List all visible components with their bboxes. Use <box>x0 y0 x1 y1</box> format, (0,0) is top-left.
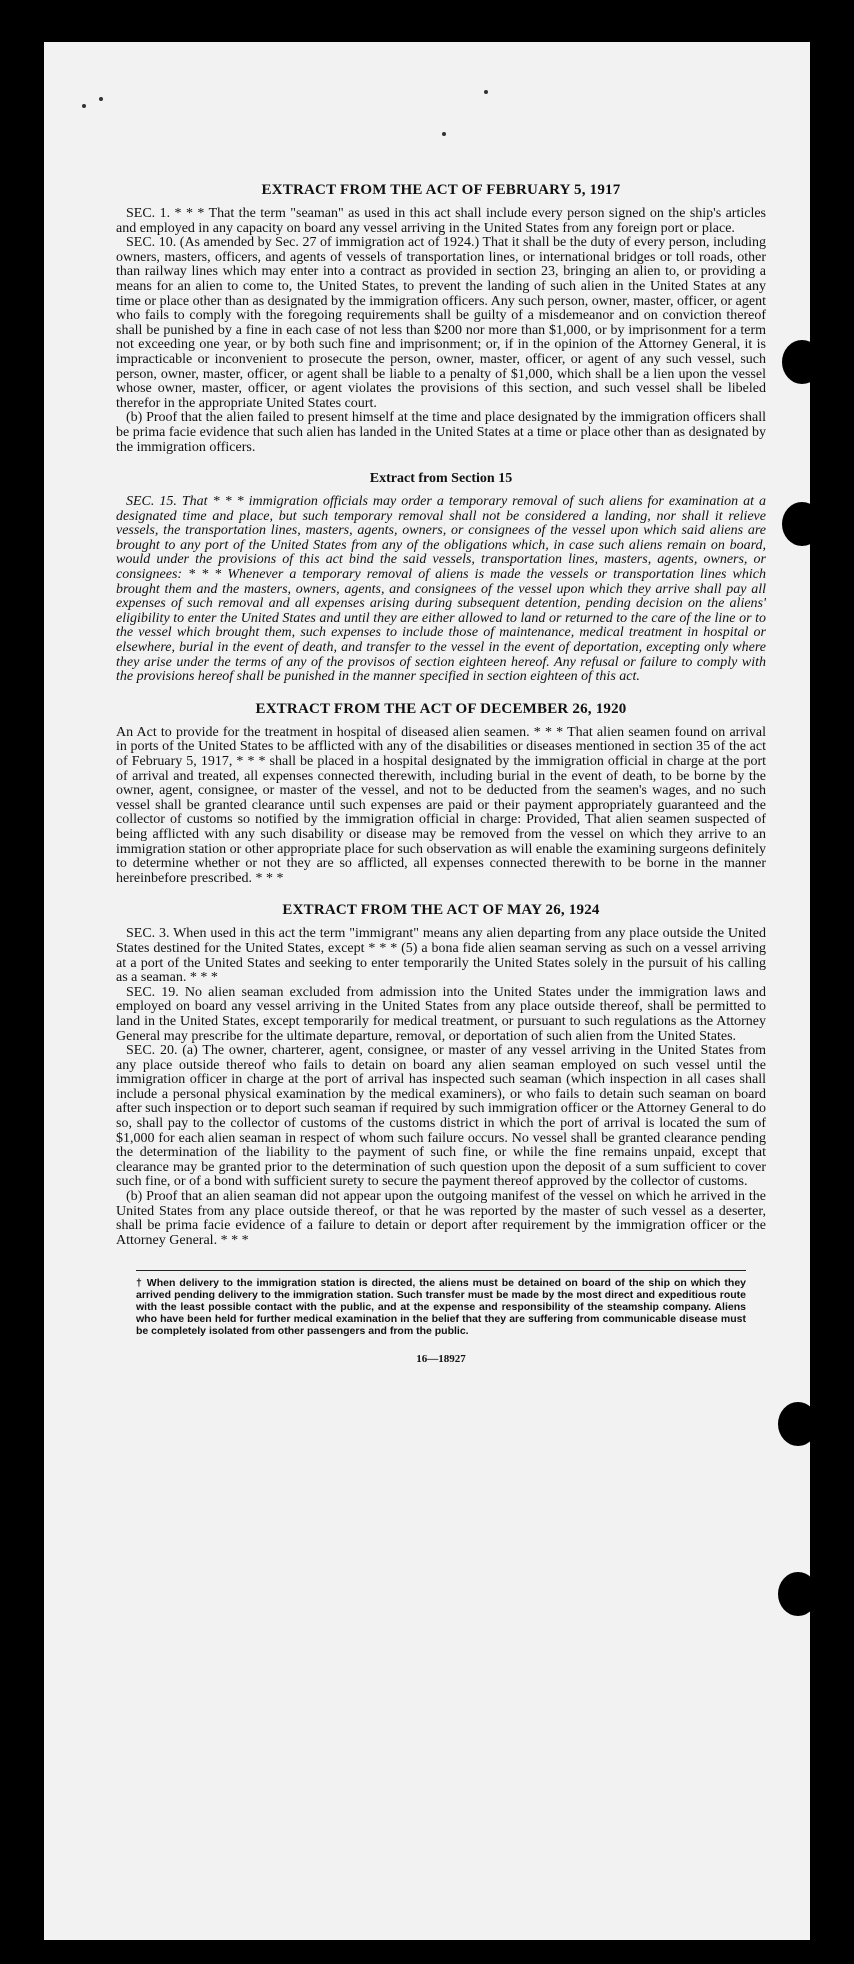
binder-hole <box>782 340 822 384</box>
heading-act-1924: EXTRACT FROM THE ACT OF MAY 26, 1924 <box>282 902 600 919</box>
section-10b-paragraph: (b) Proof that the alien failed to present himself at the time and place designated by the immigration officers shall be prima facie evidence that such alien has landed in the United States at a time or place other than as designated by the immigration officers. <box>116 410 766 455</box>
section-20b-paragraph: (b) Proof that an alien seaman did not appear upon the outgoing manifest of the vessel on which he arrived in the United States from any place outside thereof, or that he was reported by the master of such vessel as a deserter, shall be prima facie evidence of a failure to detain or deport after requirement by the immigration officer or the Attorney General. * * * <box>116 1189 766 1248</box>
section-20-paragraph: SEC. 20. (a) The owner, charterer, agent, consignee, or master of any vessel arriving in the United States from any place outside thereof who fails to detain on board any alien seaman employed on such vessel until the immigration officer in charge at the port of arrival has inspected such seaman (which inspection in all cases shall include a personal physical examination by the medical examiners), or who fails to detain such seaman on board after such inspection or to deport such seaman if required by such immigration officer or the Attorney General to do so, shall pay to the collector of customs of the customs district in which the port of arrival is located the sum of $1,000 for each alien seaman in respect of whom such failure occurs. No vessel shall be granted clearance pending the determination of the liability to the payment of such fine, or while the fine remains unpaid, except that clearance may be granted prior to the determination of such question upon the deposit of a sum sufficient to cover such fine, or of a bond with sufficient surety to secure the payment thereof approved by the collector of customs. <box>116 1043 766 1190</box>
paper-speck <box>82 104 86 108</box>
section-10-paragraph: SEC. 10. (As amended by Sec. 27 of immigration act of 1924.) That it shall be the duty of every person, including owners, masters, officers, and agents of vessels of transportation lines, or international bridges or toll roads, other than railway lines which may enter into a contract as provided in section 23, bringing an alien to, or providing a means for an alien to come to, the United States, to prevent the landing of such alien in the United States at any time or place other than as designated by the immigration officers. Any such person, owner, master, officer, or agent who fails to comply with the foregoing requirements shall be guilty of a misdemeanor and on conviction thereof shall be punished by a fine in each case of not less than $200 nor more than $1,000, or by imprisonment for a term not exceeding one year, or by both such fine and imprisonment; or, if in the opinion of the Attorney General, it is impracticable or inconvenient to prosecute the person, owner, master, officer, or agent of any such vessel, such person, owner, master, officer, or agent shall be liable to a penalty of $1,000, which shall be a lien upon the vessel whose owner, master, officer, or agent violates the provisions of this section, and such vessel shall be libeled therefor in the appropriate United States court. <box>116 235 766 411</box>
paper-speck <box>442 132 446 136</box>
paper-speck <box>484 90 488 94</box>
heading-act-1917: EXTRACT FROM THE ACT OF FEBRUARY 5, 1917 <box>261 182 621 198</box>
section-1-paragraph: SEC. 1. * * * That the term "seaman" as used in this act shall include every person signed on the ship's articles and employed in any capacity on board any vessel arriving in the United States from any foreign port or place. <box>116 206 766 236</box>
section-3-paragraph: SEC. 3. When used in this act the term "immigrant" means any alien departing from any place outside the United States destined for the United States, except * * * (5) a bona fide alien seaman serving as such on a vessel arriving at a port of the United States and seeking to enter temporarily the United States solely in the pursuit of his calling as a seaman. * * * <box>116 926 766 986</box>
section-19-paragraph: SEC. 19. No alien seaman excluded from admission into the United States under the immigration laws and employed on board any vessel arriving in the United States from any place outside thereof, shall be permitted to land in the United States, except temporarily for medical treatment, or pursuant to such regulations as the Attorney General may prescribe for the ultimate departure, removal, or deportation of such alien from the United States. <box>116 984 766 1044</box>
document-body <box>116 182 766 1365</box>
footnote-divider <box>136 1270 746 1271</box>
heading-section-15: Extract from Section 15 <box>369 471 513 487</box>
act-1920-paragraph: An Act to provide for the treatment in hospital of diseased alien seamen. * * * That alien seamen found on arrival in ports of the United States to be afflicted with any of the disabilities or diseases mentioned in section 35 of the act of February 5, 1917, * * * shall be placed in a hospital designated by the immigration official in charge at the port of arrival and treated, all expenses connected therewith, including burial in the event of death, to be borne by the owner, agent, consignee, or master of the vessel, and not to be deducted from the seamen's wages, and no such vessel shall be granted clearance until such expenses are paid or their payment appropriately guaranteed and the collector of customs so notified by the immigration official in charge: Provided, That alien seamen suspected of being afflicted with any such disability or disease may be removed from the vessel on which they arrive to an immigration station or other appropriate place for such observation as will enable the examining surgeons definitely to determine whether or not they are so afflicted, all expenses connected therewith to be borne in the manner hereinbefore prescribed. * * * <box>116 724 766 886</box>
heading-act-1920: EXTRACT FROM THE ACT OF DECEMBER 26, 1920 <box>255 700 627 717</box>
binder-hole <box>778 1572 818 1616</box>
binder-hole <box>782 502 822 546</box>
document-page <box>44 42 810 1940</box>
form-code: 16—18927 <box>416 1353 466 1366</box>
binder-hole <box>778 1402 818 1446</box>
footnote: † When delivery to the immigration station is directed, the aliens must be detained on board of the ship on which they arrived pending delivery to the immigration station. Such transfer must be made by the most direct and expeditious route with the least possible contact with the public, and at the expense and responsibility of the steamship company. Aliens who have been held for further medical examination in the belief that they are suffering from communicable disease must be completely isolated from other passengers and from the public. <box>136 1277 746 1338</box>
section-15-paragraph: SEC. 15. That * * * immigration officials may order a temporary removal of such aliens for examination at a designated time and place, but such temporary removal shall not be considered a landing, nor shall it relieve vessels, the transportation lines, masters, agents, owners, or consignees of the vessel upon which said aliens are brought to any port of the United States from any of the obligations which, in case such aliens remain on board, would under the provisions of this act bind the said vessels, transportation lines, masters, agents, owners, or consignees: * * * Whenever a temporary removal of aliens is made the vessels or transportation lines which brought them and the masters, owners, agents, and consignees of the vessel upon which they arrive shall pay all expenses of such removal and all expenses arising during subsequent detention, pending decision on the aliens' eligibility to enter the United States and until they are either allowed to land or returned to the care of the line or to the vessel which brought them, such expenses to include those of maintenance, medical treatment in hospital or elsewhere, burial in the event of death, and transfer to the vessel in the event of deportation, excepting only where they arise under the terms of any of the provisos of section eighteen hereof. Any refusal or failure to comply with the provisions hereof shall be punished in the manner specified in section eighteen of this act. <box>116 494 766 685</box>
paper-speck <box>99 97 103 101</box>
